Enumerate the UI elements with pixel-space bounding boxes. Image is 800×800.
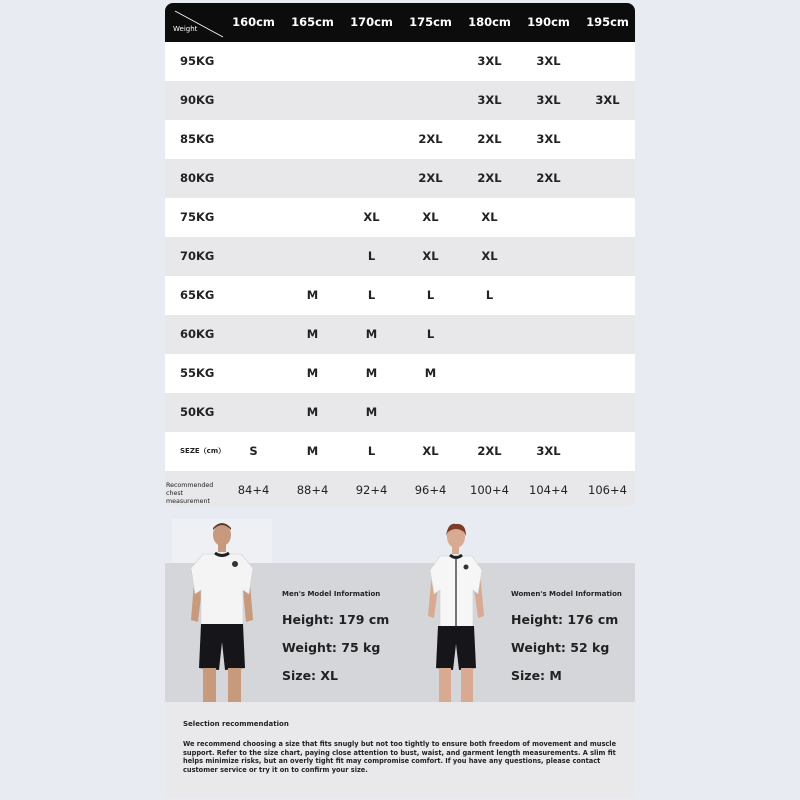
chest-value-cell: 104+4 bbox=[529, 483, 568, 497]
size-cell bbox=[578, 159, 635, 198]
weight-row bbox=[165, 42, 635, 81]
weight-corner-label: Weight bbox=[173, 25, 198, 33]
men-model-title: Men's Model Information bbox=[282, 590, 381, 598]
recommendation-title: Selection recommendation bbox=[183, 720, 289, 728]
size-cell bbox=[519, 198, 578, 237]
size-cell bbox=[224, 159, 283, 198]
weight-row bbox=[165, 120, 635, 159]
size-cell: S bbox=[249, 444, 258, 458]
size-cell: 3XL bbox=[595, 93, 620, 107]
size-chart-table bbox=[165, 3, 635, 507]
size-cell: 2XL bbox=[477, 444, 502, 458]
size-cell: 2XL bbox=[536, 171, 561, 185]
men-model-weight: Weight: 75 kg bbox=[282, 640, 381, 655]
weight-label: 50KG bbox=[180, 405, 215, 419]
size-cell bbox=[519, 276, 578, 315]
chest-measurement-row bbox=[165, 471, 635, 507]
size-cell bbox=[519, 237, 578, 276]
men-model-height: Height: 179 cm bbox=[282, 612, 390, 627]
size-cell bbox=[578, 237, 635, 276]
size-cell: XL bbox=[481, 249, 498, 263]
size-cell: XL bbox=[422, 249, 439, 263]
size-cell bbox=[578, 198, 635, 237]
size-cell: 2XL bbox=[418, 132, 443, 146]
male-model-image bbox=[185, 520, 265, 702]
size-cell: 3XL bbox=[536, 444, 561, 458]
weight-label: 75KG bbox=[180, 210, 215, 224]
size-cell bbox=[224, 81, 283, 120]
weight-row bbox=[165, 198, 635, 237]
female-model-image bbox=[418, 520, 498, 702]
women-model-size: Size: M bbox=[511, 668, 562, 683]
size-cell bbox=[578, 120, 635, 159]
size-cell: XL bbox=[481, 210, 498, 224]
weight-row bbox=[165, 393, 635, 432]
table-header-row bbox=[165, 3, 635, 42]
size-cell bbox=[283, 198, 342, 237]
chest-row-label: Recommended chest measurement bbox=[166, 482, 214, 505]
height-header: 165cm bbox=[291, 15, 334, 29]
size-cell bbox=[224, 120, 283, 159]
size-cell bbox=[460, 315, 519, 354]
size-cell bbox=[283, 159, 342, 198]
size-cell bbox=[342, 159, 401, 198]
weight-label: 65KG bbox=[180, 288, 215, 302]
size-cell: M bbox=[365, 366, 378, 380]
size-cell bbox=[224, 354, 283, 393]
size-cell: 3XL bbox=[536, 132, 561, 146]
height-header: 180cm bbox=[468, 15, 511, 29]
size-cell bbox=[578, 432, 635, 471]
size-cell bbox=[578, 354, 635, 393]
size-cell: M bbox=[306, 288, 319, 302]
women-model-title: Women's Model Information bbox=[511, 590, 622, 598]
table-corner-cell bbox=[165, 3, 225, 42]
selection-recommendation-panel bbox=[165, 702, 635, 798]
size-cell bbox=[224, 198, 283, 237]
weight-label: 55KG bbox=[180, 366, 215, 380]
size-cell bbox=[224, 315, 283, 354]
weight-row bbox=[165, 354, 635, 393]
weight-row bbox=[165, 159, 635, 198]
size-cell: 2XL bbox=[418, 171, 443, 185]
size-cell: 3XL bbox=[477, 93, 502, 107]
weight-row bbox=[165, 315, 635, 354]
size-cell: M bbox=[306, 327, 319, 341]
size-cell: L bbox=[485, 288, 494, 302]
size-cell: L bbox=[426, 327, 435, 341]
size-cell: M bbox=[365, 405, 378, 419]
size-cell: M bbox=[306, 366, 319, 380]
height-header: 195cm bbox=[586, 15, 629, 29]
size-cell bbox=[224, 237, 283, 276]
size-cell bbox=[578, 315, 635, 354]
size-cell bbox=[342, 120, 401, 159]
size-cell bbox=[460, 393, 519, 432]
size-cell: M bbox=[306, 444, 319, 458]
size-cell: 2XL bbox=[477, 132, 502, 146]
weight-label: 90KG bbox=[180, 93, 215, 107]
size-cell bbox=[283, 120, 342, 159]
weight-row bbox=[165, 81, 635, 120]
size-cell: 3XL bbox=[536, 54, 561, 68]
size-cell bbox=[519, 315, 578, 354]
height-header: 170cm bbox=[350, 15, 393, 29]
size-cell: 3XL bbox=[536, 93, 561, 107]
size-cell: XL bbox=[422, 444, 439, 458]
size-cell: L bbox=[367, 288, 376, 302]
weight-label: 85KG bbox=[180, 132, 215, 146]
size-cell: 3XL bbox=[477, 54, 502, 68]
height-header: 190cm bbox=[527, 15, 570, 29]
men-model-size: Size: XL bbox=[282, 668, 338, 683]
size-cell bbox=[224, 393, 283, 432]
chest-value-cell: 92+4 bbox=[355, 483, 388, 497]
chest-value-cell: 88+4 bbox=[296, 483, 329, 497]
women-model-height: Height: 176 cm bbox=[511, 612, 619, 627]
weight-row bbox=[165, 276, 635, 315]
size-cell: L bbox=[367, 249, 376, 263]
size-cell bbox=[283, 237, 342, 276]
weight-label: 70KG bbox=[180, 249, 215, 263]
size-cell bbox=[401, 42, 460, 81]
weight-label: 95KG bbox=[180, 54, 215, 68]
women-model-weight: Weight: 52 kg bbox=[511, 640, 610, 655]
size-cell bbox=[578, 276, 635, 315]
size-row-label: SEZE（cm） bbox=[180, 447, 226, 455]
size-cell: XL bbox=[422, 210, 439, 224]
weight-label: 80KG bbox=[180, 171, 215, 185]
height-header: 175cm bbox=[409, 15, 452, 29]
size-cell bbox=[401, 393, 460, 432]
size-cell: M bbox=[365, 327, 378, 341]
size-cell bbox=[460, 354, 519, 393]
size-cell bbox=[283, 81, 342, 120]
recommendation-text: We recommend choosing a size that fits snugly but not too tightly to ensure both freedom of movement and muscle support. Refer to the size chart, paying close attention to bust, waist, and garment length measurements. A slim fit helps minimize risks, but an overly tight fit may compromise comfort. If you have any questions, please contact customer service or try it on to confirm your size. bbox=[183, 740, 617, 774]
size-cell bbox=[519, 393, 578, 432]
size-cell: L bbox=[367, 444, 376, 458]
height-header: 160cm bbox=[232, 15, 275, 29]
chest-value-cell: 100+4 bbox=[470, 483, 509, 497]
size-cell bbox=[224, 276, 283, 315]
size-cell: XL bbox=[363, 210, 380, 224]
size-cell: L bbox=[426, 288, 435, 302]
size-cell bbox=[578, 42, 635, 81]
size-cell: M bbox=[424, 366, 437, 380]
size-cell: 2XL bbox=[477, 171, 502, 185]
chest-value-cell: 106+4 bbox=[588, 483, 627, 497]
size-cell: M bbox=[306, 405, 319, 419]
size-cell bbox=[519, 354, 578, 393]
corner-diagonal-line bbox=[165, 3, 225, 42]
size-cell bbox=[401, 81, 460, 120]
weight-row bbox=[165, 237, 635, 276]
chest-value-cell: 96+4 bbox=[414, 483, 447, 497]
weight-label: 60KG bbox=[180, 327, 215, 341]
size-row bbox=[165, 432, 635, 471]
size-cell bbox=[342, 81, 401, 120]
chest-value-cell: 84+4 bbox=[237, 483, 270, 497]
size-cell bbox=[224, 42, 283, 81]
size-cell bbox=[342, 42, 401, 81]
size-cell bbox=[578, 393, 635, 432]
size-cell bbox=[283, 42, 342, 81]
